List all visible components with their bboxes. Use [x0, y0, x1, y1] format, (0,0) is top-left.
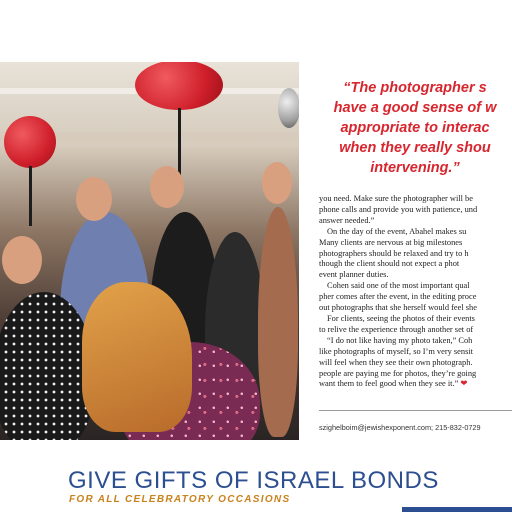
- event-photo: [0, 62, 299, 440]
- ad-subtitle: FOR ALL CELEBRATORY OCCASIONS: [69, 494, 291, 505]
- article-line: to relive the experience through another set of: [319, 324, 474, 334]
- heart-icon: ❤: [460, 379, 468, 389]
- face: [262, 162, 292, 204]
- ad-title: GIVE GIFTS OF ISRAEL BONDS: [68, 467, 439, 494]
- blonde-hair: [82, 282, 192, 432]
- red-balloon-center: [135, 62, 223, 110]
- article-line: [319, 379, 512, 390]
- article-line: like photographs of myself, so I’m very sensit: [319, 346, 473, 356]
- balloon-string: [29, 166, 32, 226]
- balloon-string: [178, 108, 181, 178]
- article-line: “I do not like having my photo taken,” Coh: [327, 335, 473, 345]
- pull-quote-line: intervening.”: [370, 160, 460, 176]
- article-line: people are paying me for photos, they’re going: [319, 368, 477, 378]
- article-line: Cohen said one of the most important qual: [327, 281, 470, 291]
- article-line: answer needed.”: [319, 215, 375, 225]
- face: [76, 177, 112, 221]
- face: [2, 236, 42, 284]
- article-body: [319, 194, 512, 390]
- article-line: you need. Make sure the photographer will be: [319, 194, 473, 203]
- silver-balloon: [278, 88, 299, 128]
- article-line: For clients, seeing the photos of their events: [327, 313, 475, 323]
- author-contact: szighelboim@jewishexponent.com; 215-832-0729: [319, 423, 481, 432]
- woman-right: [258, 207, 298, 437]
- article-line: out photographs that she herself would feel she: [319, 303, 477, 313]
- pull-quote-line: “The photographer s: [343, 80, 487, 96]
- article-line: pher comes after the event, in the editing proce: [319, 292, 477, 302]
- article-line: photographers should be relaxed and try to h: [319, 248, 469, 258]
- article-line: Many clients are nervous at big milestones: [319, 237, 463, 247]
- face: [150, 166, 184, 208]
- pull-quote: [318, 78, 512, 178]
- red-balloon-left: [4, 116, 56, 168]
- ad-button-bar[interactable]: [402, 507, 512, 512]
- pull-quote-line: when they really shou: [339, 140, 491, 156]
- article-line-text: want them to feel good when they see it.”: [319, 379, 459, 389]
- pull-quote-line: have a good sense of w: [333, 100, 497, 116]
- divider: [319, 410, 512, 411]
- article-line: event planner duties.: [319, 270, 389, 280]
- article-line: will feel when they see their own photograph.: [319, 357, 473, 367]
- article-line: though the client should not expect a phot: [319, 259, 460, 269]
- pull-quote-line: appropriate to interac: [340, 120, 490, 136]
- article-line: On the day of the event, Abahel makes su: [327, 226, 467, 236]
- article-line: phone calls and provide you with patience, und: [319, 204, 478, 214]
